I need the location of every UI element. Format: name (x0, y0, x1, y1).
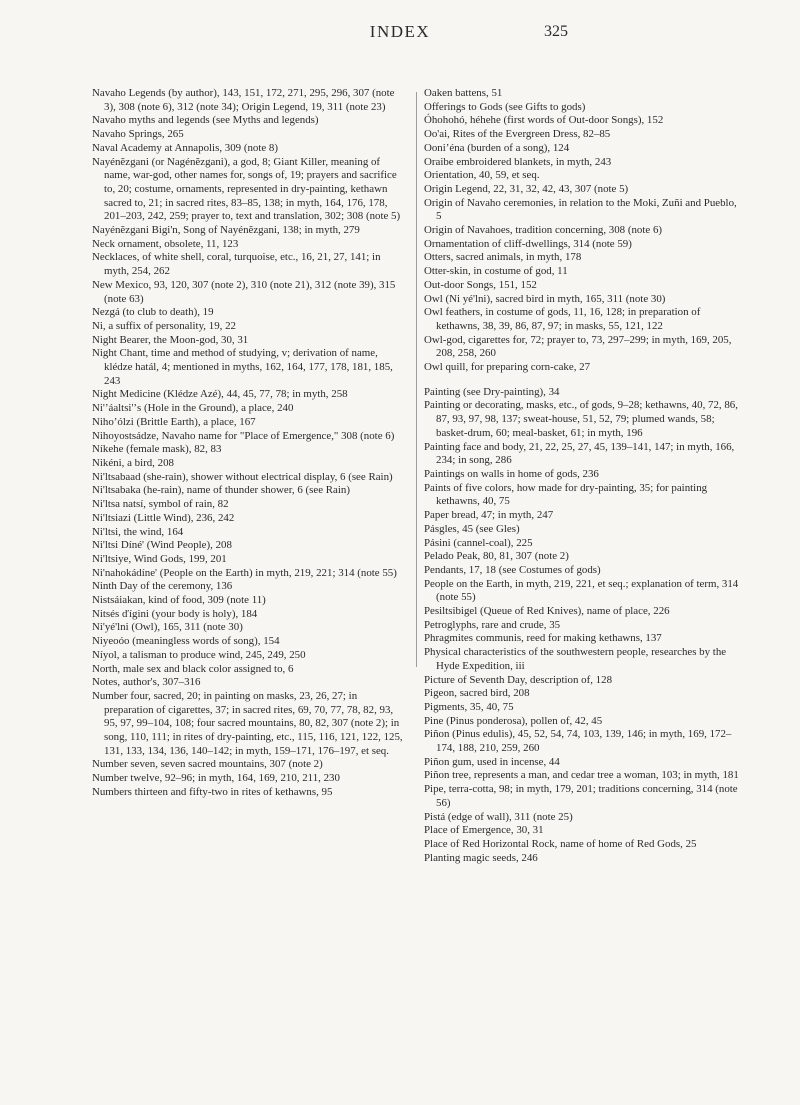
index-entry: Nayénĕzgani Bigi'n, Song of Nayénĕzgani, 138; in myth, 279 (92, 224, 360, 237)
index-entry: Navaho Legends (by author), 143, 151, 172, 271, 295, 296, 307 (note 3), 308 (note 6), 312 (note 34); Origin Legend, 19, 311 (note 23) (92, 87, 395, 113)
index-entry: Oraibe embroidered blankets, in myth, 243 (424, 155, 612, 168)
index-entry: Pásgles, 45 (see Gles) (424, 522, 520, 535)
index-entry: Ni'nahokádíne' (People on the Earth) in myth, 219, 221; 314 (note 55) (92, 566, 397, 579)
index-entry: Painting (see Dry-painting), 34 (424, 385, 560, 398)
index-entry: Pigments, 35, 40, 75 (424, 700, 514, 713)
page-header (0, 0, 800, 40)
index-entry: Offerings to Gods (see Gifts to gods) (424, 100, 586, 113)
index-entry: Pine (Pinus ponderosa), pollen of, 42, 45 (424, 714, 603, 727)
index-entry: Notes, author's, 307–316 (92, 676, 201, 689)
index-entry: Ni'ltsi Díné' (Wind People), 208 (92, 539, 232, 552)
index-entry: Óhohohó, héhehe (first words of Out-door Songs), 152 (424, 114, 664, 127)
index-entry: North, male sex and black color assigned to, 6 (92, 662, 294, 675)
index-entry: Ni'ltsiazi (Little Wind), 236, 242 (92, 511, 235, 524)
index-entry: New Mexico, 93, 120, 307 (note 2), 310 (note 21), 312 (note 39), 315 (note 63) (92, 278, 396, 305)
index-entry: Pigeon, sacred bird, 208 (424, 687, 530, 700)
index-entry: Physical characteristics of the southwestern people, researches by the Hyde Expedition, iii (424, 646, 727, 672)
index-entry: Place of Red Horizontal Rock, name of home of Red Gods, 25 (424, 837, 697, 850)
index-entry: Otters, sacred animals, in myth, 178 (424, 251, 582, 264)
index-entry: Pistá (edge of wall), 311 (note 25) (424, 810, 573, 823)
index-entry: Ni'ltsabaka (he-rain), name of thunder shower, 6 (see Rain) (92, 484, 350, 497)
index-entry: Nikéni, a bird, 208 (92, 456, 174, 469)
section-gap (424, 375, 744, 386)
index-entry: Ooniʼéna (burden of a song), 124 (424, 141, 570, 154)
index-entry: Navaho myths and legends (see Myths and legends) (92, 114, 319, 127)
index-entry: Ni'ltsa natsí, symbol of rain, 82 (92, 498, 229, 511)
index-entry: Oo'ai, Rites of the Evergreen Dress, 82–85 (424, 128, 611, 141)
index-entry: Paints of five colors, how made for dry-painting, 35; for painting kethawns, 40, 75 (424, 481, 708, 508)
index-entry: Otter-skin, in costume of god, 11 (424, 265, 568, 278)
index-entry: Piñon tree, represents a man, and cedar tree a woman, 103; in myth, 181 (424, 769, 739, 782)
index-entry: Origin of Navaho ceremonies, in relation to the Moki, Zuñi and Pueblo, 5 (424, 196, 737, 223)
index-entry: Owl (Ni yé'lni), sacred bird in myth, 165, 311 (note 30) (424, 292, 666, 305)
index-entry: Nayénĕzgani (or Nagénĕzgani), a god, 8; Giant Killer, meaning of name, war-god, other names for, songs of, 19; prayers and sacrifice to, 20; costume, ornaments, represented in dry-painting, kethawn sacred to, 21; in sacred rites, 83–85, 138; in myth, 164, 176, 178, 201–203, 242, 259; prayer to, text and translation, 302; 308 (note 5) (92, 155, 401, 223)
index-entry: Nezgá (to club to death), 19 (92, 306, 214, 319)
index-entry: Painting face and body, 21, 22, 25, 27, 45, 139–141, 147; in myth, 166, 234; in song, 286 (424, 440, 735, 467)
index-entry: Number seven, seven sacred mountains, 307 (note 2) (92, 758, 323, 771)
index-entry: Ni'ltsabaad (she-rain), shower without electrical display, 6 (see Rain) (92, 470, 393, 483)
index-entry: Ni'yé'lni (Owl), 165, 311 (note 30) (92, 621, 243, 634)
index-entry: Origin of Navahoes, tradition concerning, 308 (note 6) (424, 224, 663, 237)
index-entry: Níyol, a talisman to produce wind, 245, 249, 250 (92, 648, 306, 661)
index-entry: Picture of Seventh Day, description of, 128 (424, 673, 613, 686)
index-entry: Nistsáiakan, kind of food, 309 (note 11) (92, 594, 266, 607)
index-entry: Number four, sacred, 20; in painting on masks, 23, 26, 27; in preparation of cigarettes, 37; in sacred rites, 69, 70, 77, 78, 82, 93, 95, 97, 99–104, 108; four sacred mountains, 80, 82, 307 (note 2); in song, 110, 111; in rites of dry-painting, etc., 115, 116, 121, 122, 125, 131, 133, 134, 136, 140–142; in myth, 159–171, 176–197, et seq. (92, 689, 403, 757)
index-entry: Pipe, terra-cotta, 98; in myth, 179, 201; traditions concerning, 314 (note 56) (424, 783, 738, 809)
index-entry: Neck ornament, obsolete, 11, 123 (92, 237, 239, 250)
index-entry: Orientation, 40, 59, et seq. (424, 169, 540, 182)
column-divider (416, 92, 417, 667)
index-entry: Ni'ltsiye, Wind Gods, 199, 201 (92, 552, 227, 565)
index-entry: Owl feathers, in costume of gods, 11, 16, 128; in preparation of kethawns, 38, 39, 86, 87, 97; in masks, 55, 121, 122 (424, 306, 701, 332)
index-entry: Pesiltsibigel (Queue of Red Knives), name of place, 226 (424, 605, 670, 618)
index-entry: Níkehe (female mask), 82, 83 (92, 443, 222, 456)
index-entry: Naval Academy at Annapolis, 309 (note 8) (92, 141, 279, 154)
index-entry: Ornamentation of cliff-dwellings, 314 (note 59) (424, 237, 632, 250)
index-entry: Piñon gum, used in incense, 44 (424, 755, 560, 768)
index-entry: Navaho Springs, 265 (92, 128, 184, 141)
index-entry: Oaken battens, 51 (424, 87, 503, 99)
index-entry: Pásini (cannel-coal), 225 (424, 536, 533, 549)
index-column-right (424, 87, 744, 865)
index-entry: Paper bread, 47; in myth, 247 (424, 509, 554, 522)
page-title: INDEX (369, 22, 431, 41)
index-entry: Numbers thirteen and fifty-two in rites of kethawns, 95 (92, 785, 333, 798)
index-entry: Number twelve, 92–96; in myth, 164, 169, 210, 211, 230 (92, 772, 340, 785)
index-entry: Piñon (Pinus edulis), 45, 52, 54, 74, 103, 139, 146; in myth, 169, 172–174, 188, 210, 259, 260 (424, 728, 732, 755)
index-entry: Ni, a suffix of personality, 19, 22 (92, 319, 236, 332)
index-entry: Out-door Songs, 151, 152 (424, 278, 537, 291)
index-entry: Ninth Day of the ceremony, 136 (92, 580, 233, 593)
index-entry: Owl quill, for preparing corn-cake, 27 (424, 361, 591, 374)
index-entry: Niyeoóo (meaningless words of song), 154 (92, 635, 280, 648)
index-entry: Paintings on walls in home of gods, 236 (424, 467, 599, 480)
index-entry: Ni'ʼáaltsi'ʼs (Hole in the Ground), a place, 240 (92, 402, 294, 415)
index-entry: Phragmites communis, reed for making kethawns, 137 (424, 632, 662, 645)
index-entry: Origin Legend, 22, 31, 32, 42, 43, 307 (note 5) (424, 182, 629, 195)
index-entry: Nitsés ďígini (your body is holy), 184 (92, 607, 258, 620)
index-entry: Ni'ltsi, the wind, 164 (92, 525, 184, 538)
index-entry: Petroglyphs, rare and crude, 35 (424, 618, 561, 631)
index-entry: Place of Emergence, 30, 31 (424, 824, 544, 837)
index-entry: People on the Earth, in myth, 219, 221, et seq.; explanation of term, 314 (note 55) (424, 577, 739, 604)
index-column-left (92, 87, 408, 800)
index-entry: Planting magic seeds, 246 (424, 851, 538, 864)
page-number: 325 (544, 23, 568, 40)
index-entry: Night Chant, time and method of studying, v; derivation of name, klédze hatál, 4; mentioned in myths, 162, 164, 177, 178, 181, 185, 243 (92, 347, 393, 387)
index-entry: Painting or decorating, masks, etc., of gods, 9–28; kethawns, 40, 72, 86, 87, 93, 97, 98, 137; sweat-house, 51, 52, 79; plumed wands, 58; basket-drum, 60; meal-basket, 61; in myth, 196 (424, 399, 738, 439)
index-entry: Night Medicine (Klédze Azé), 44, 45, 77, 78; in myth, 258 (92, 388, 348, 401)
index-entry: Nihoʼólzi (Brittle Earth), a place, 167 (92, 415, 256, 428)
index-entry: Owl-god, cigarettes for, 72; prayer to, 73, 297–299; in myth, 169, 205, 208, 258, 260 (424, 333, 732, 360)
index-entry: Night Bearer, the Moon-god, 30, 31 (92, 333, 249, 346)
index-entry: Pendants, 17, 18 (see Costumes of gods) (424, 563, 601, 576)
index-entry: Nihoyostsádze, Navaho name for "Place of Emergence," 308 (note 6) (92, 429, 395, 442)
index-entry: Necklaces, of white shell, coral, turquoise, etc., 16, 21, 27, 141; in myth, 254, 262 (92, 251, 381, 278)
index-entry: Pelado Peak, 80, 81, 307 (note 2) (424, 550, 569, 563)
